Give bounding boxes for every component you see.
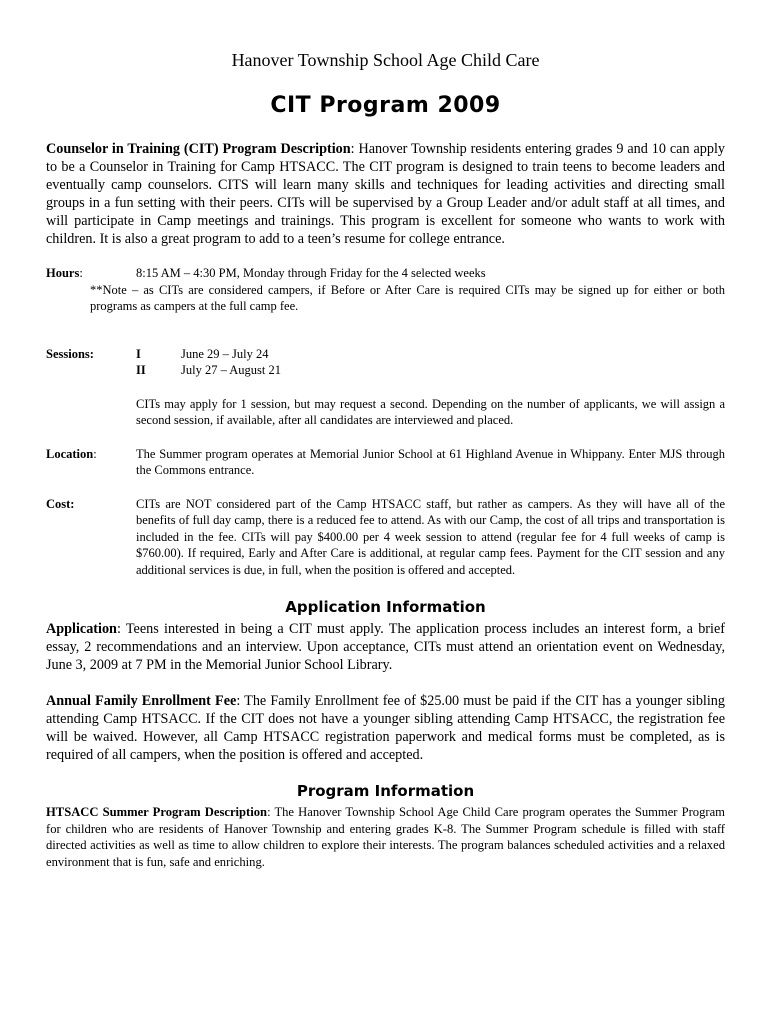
- location-label-wrap: [46, 446, 136, 479]
- session-item: [136, 362, 725, 379]
- session-number: II: [136, 363, 146, 377]
- cit-description: [46, 140, 725, 248]
- location-text: The Summer program operates at Memorial Junior School at 61 Highland Avenue in Whippany. Enter MJS through the Commons entrance.: [136, 446, 725, 477]
- hours-label: Hours: [46, 266, 80, 280]
- enrollment-fee-paragraph: [46, 692, 725, 764]
- program-description: [46, 804, 725, 870]
- location-label: Location: [46, 446, 94, 461]
- enrollment-fee-label: Annual Family Enrollment Fee: [46, 693, 237, 709]
- cost-section: [46, 496, 725, 579]
- program-description-text: : The Hanover Township School Age Child Care program operates the Summer Program for children who are residents of Hanover Township and entering grades K-8. The Summer Program schedule is filled with staff directed activities as well as time to allow children to explore their interests. The program balances scheduled activities and a relaxed environment that is fun, safe and enriching.: [46, 805, 725, 869]
- session-dates: June 29 – July 24: [181, 346, 269, 361]
- hours-label-wrap: [46, 265, 136, 282]
- hours-section: [46, 265, 725, 315]
- hours-colon: :: [79, 266, 83, 280]
- program-info-heading: Program Information: [296, 782, 475, 800]
- cost-label: Cost:: [46, 496, 75, 511]
- hours-note: **Note – as CITs are considered campers, if Before or After Care is required CITs may be signed up for either or both programs as campers at the full camp fee.: [90, 282, 725, 313]
- document-page: [46, 50, 725, 870]
- sessions-section: [46, 346, 725, 429]
- enrollment-fee-text: : The Family Enrollment fee of $25.00 must be paid if the CIT has a younger sibling attending Camp HTSACC. If the CIT does not have a younger sibling attending Camp HTSACC, the registration fee will be waived. However, all Camp HTSACC registration paperwork and medical forms must be completed, as is required of all campers, when the position is offered and accepted.: [46, 693, 725, 763]
- session-dates: July 27 – August 21: [181, 363, 282, 377]
- session-item: [136, 346, 725, 363]
- organization-title: Hanover Township School Age Child Care: [231, 50, 540, 70]
- program-title: CIT Program 2009: [270, 93, 501, 118]
- location-colon: :: [93, 446, 97, 461]
- session-number: I: [136, 346, 141, 361]
- application-text: : Teens interested in being a CIT must apply. The application process includes an interest form, a brief essay, 2 recommendations and an interview. Upon acceptance, CITs must attend an orientation event on Wednesday, June 3, 2009 at 7 PM in the Memorial Junior School Library.: [46, 621, 725, 673]
- cost-text: CITs are NOT considered part of the Camp HTSACC staff, but rather as campers. As they will have all of the benefits of full day camp, there is a reduced fee to attend. As with our Camp, the cost of all trips and transportation is included in the fee. CITs will pay $400.00 per 4 week session to attend (regular fee for 4 full weeks of camp is $760.00). If required, Early and After Care is additional, at regular camp fees. Payment for the CIT session and any additional services is due, in full, when the position is offered and accepted.: [136, 496, 725, 577]
- application-info-heading: Application Information: [285, 598, 486, 616]
- sessions-text: CITs may apply for 1 session, but may request a second. Depending on the number of applicants, we will assign a second session, if available, after all candidates are interviewed and placed.: [136, 396, 725, 427]
- application-paragraph: [46, 620, 725, 674]
- hours-value: 8:15 AM – 4:30 PM, Monday through Friday for the 4 selected weeks: [136, 266, 486, 280]
- program-description-label: HTSACC Summer Program Description: [46, 805, 268, 819]
- cit-description-text: : Hanover Township residents entering grades 9 and 10 can apply to be a Counselor in Training for Camp HTSACC. The CIT program is designed to train teens to become leaders and eventually camp counselors. CITS will learn many skills and techniques for leading activities and directing small groups in a fun setting with their peers. CITs will be supervised by a Group Leader and/or adult staff at all times, and will participate in Camp meetings and trainings. This program is excellent for someone who wants to work with children. It is also a great program to add to a teen’s resume for college entrance.: [46, 141, 725, 247]
- location-section: [46, 446, 725, 479]
- application-label: Application: [46, 621, 117, 637]
- cit-description-label: Counselor in Training (CIT) Program Description: [46, 141, 351, 157]
- sessions-label: Sessions:: [46, 346, 94, 361]
